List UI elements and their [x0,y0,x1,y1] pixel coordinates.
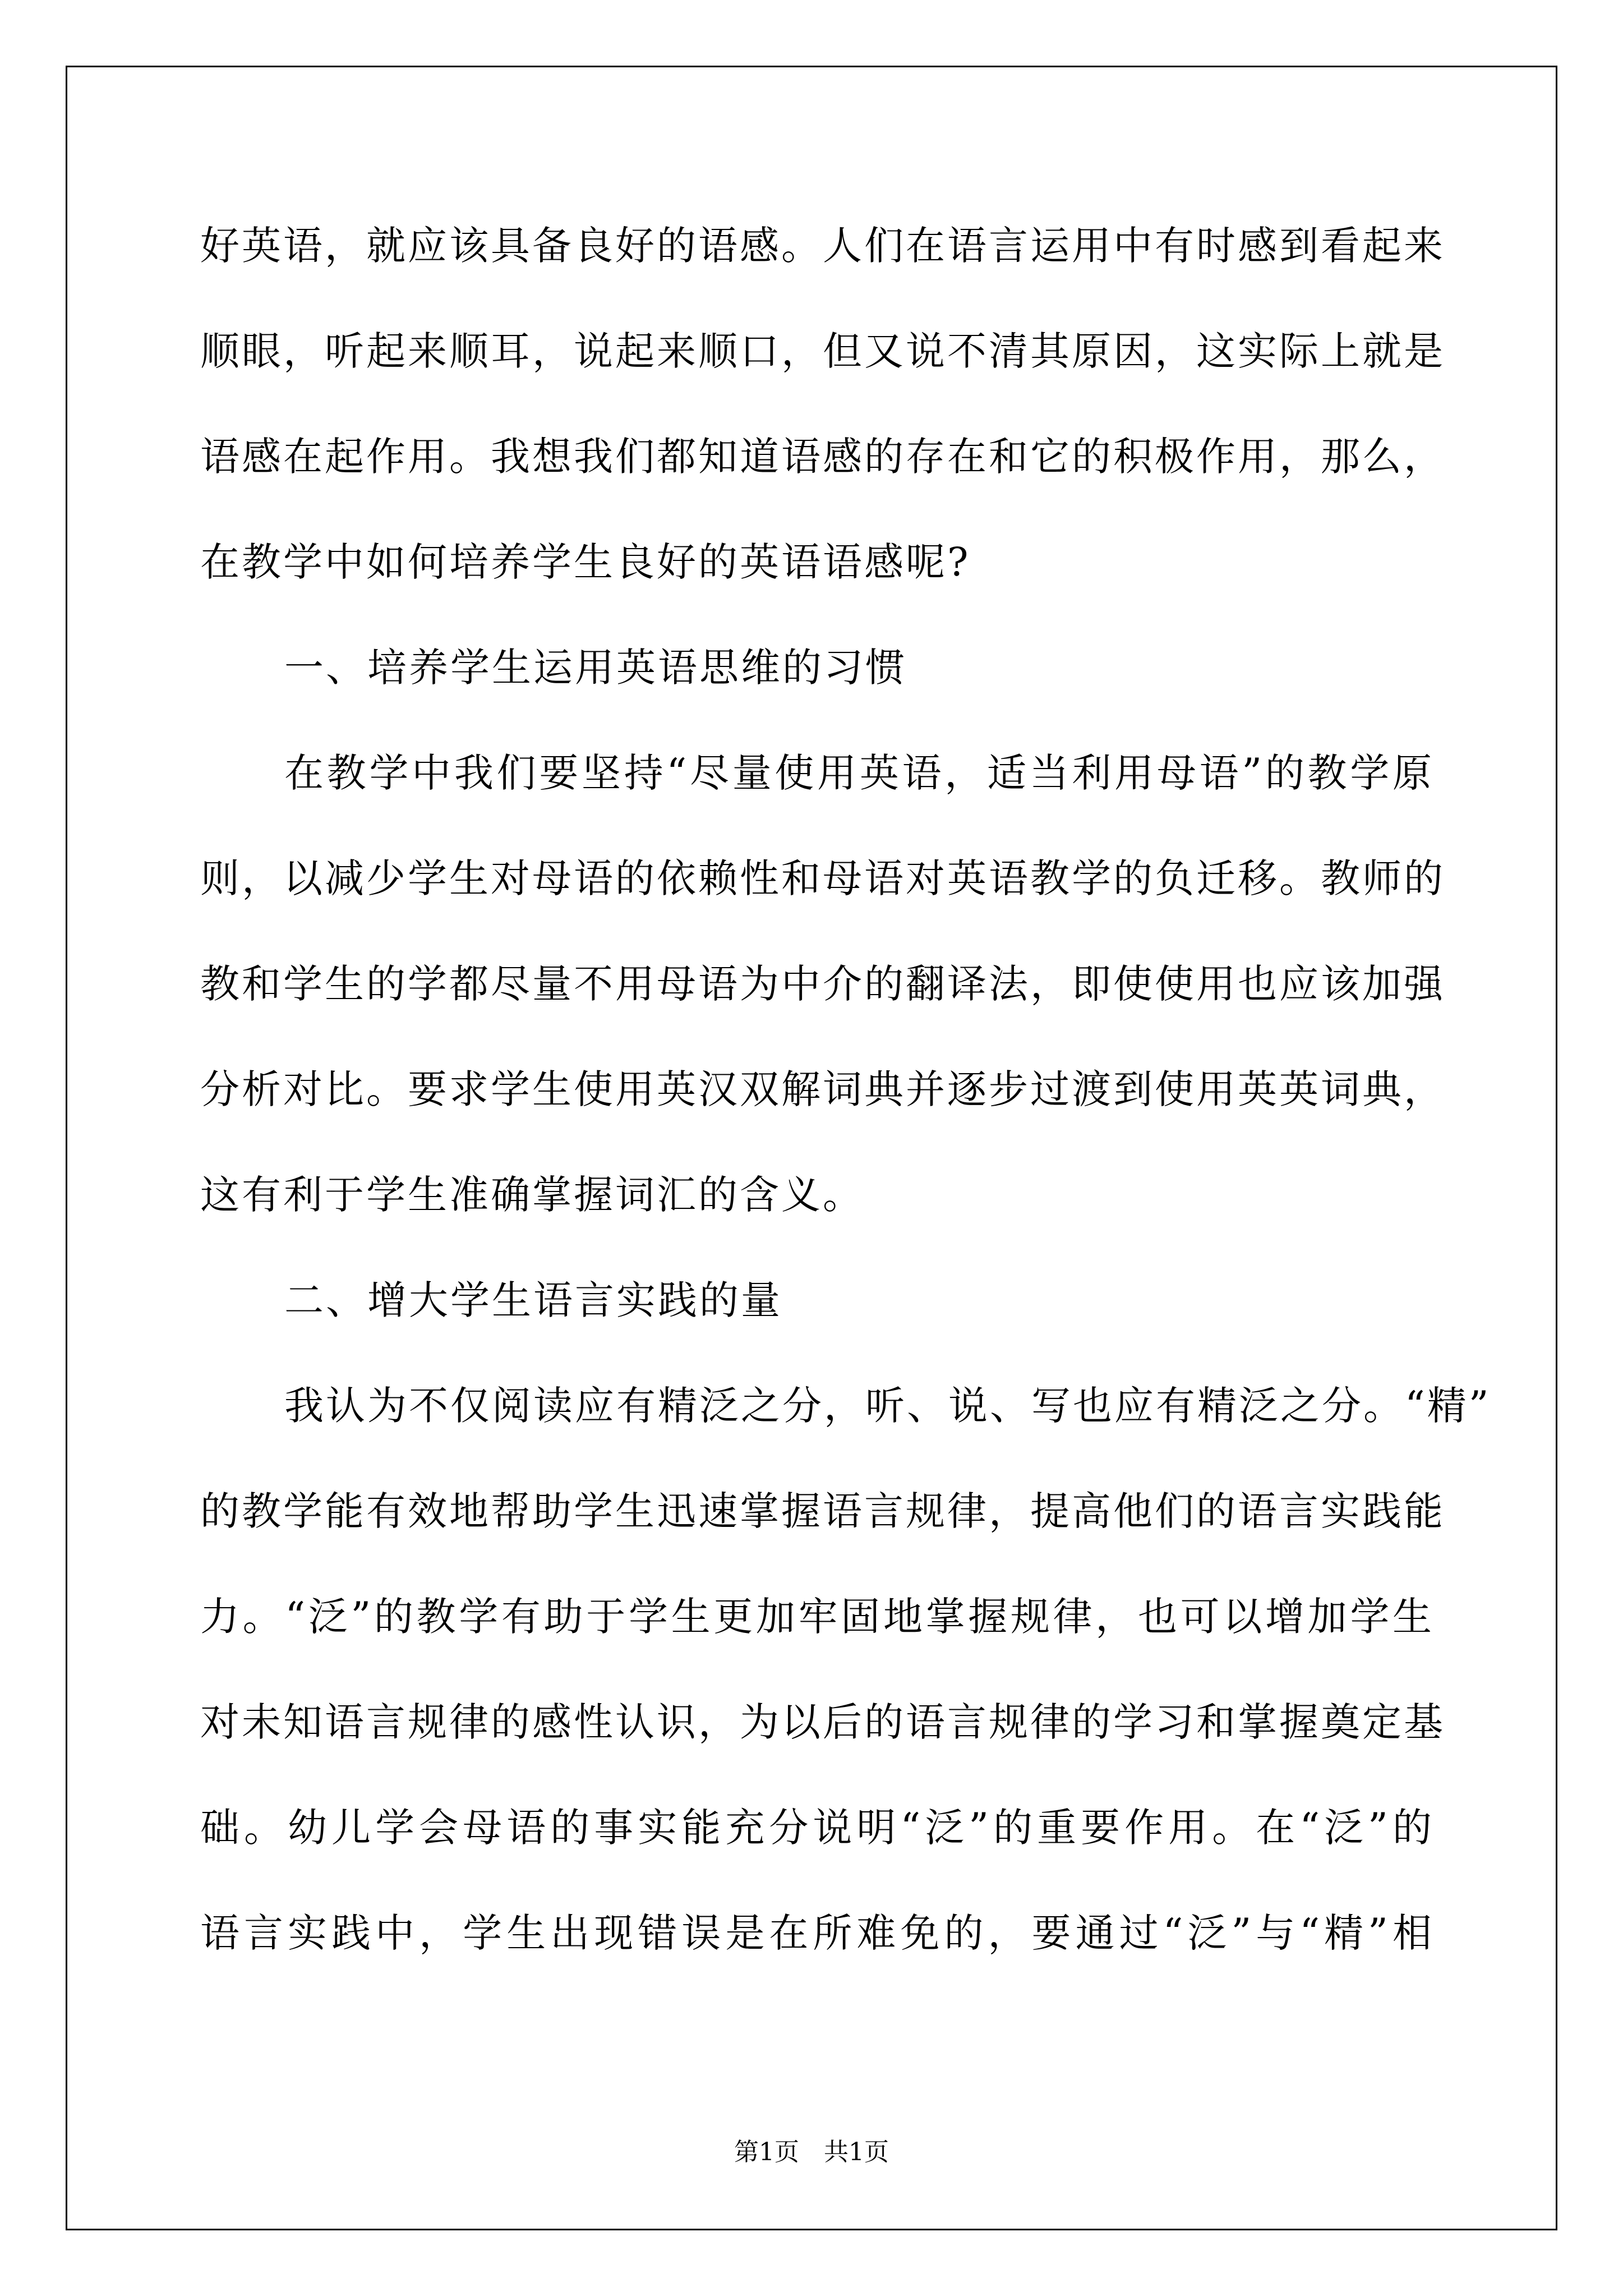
paragraph-line: 对未知语言规律的感性认识，为以后的语言规律的学习和掌握奠定基 [200,1699,1445,1745]
paragraph-line: 分析对比。要求学生使用英汉双解词典并逐步过渡到使用英英词典， [200,1066,1445,1112]
paragraph-line: 这有利于学生准确掌握词汇的含义。 [200,1172,864,1218]
paragraph-line: 在教学中如何培养学生良好的英语语感呢? [200,539,971,585]
paragraph-line: 我认为不仅阅读应有精泛之分，听、说、写也应有精泛之分。“精” [284,1383,1491,1429]
paragraph-line: 顺眼，听起来顺耳，说起来顺口，但又说不清其原因，这实际上就是 [200,328,1445,374]
section-heading-2: 二、增大学生语言实践的量 [284,1277,782,1323]
page-number-footer: 第1页 共1页 [734,2138,889,2166]
paragraph-line: 力。“泛”的教学有助于学生更加牢固地掌握规律，也可以增加学生 [200,1594,1434,1640]
paragraph-line: 语言实践中，学生出现错误是在所难免的，要通过“泛”与“精”相 [200,1910,1434,1956]
paragraph-line: 则，以减少学生对母语的依赖性和母语对英语教学的负迁移。教师的 [200,855,1445,901]
paragraph-line: 在教学中我们要坚持“尽量使用英语，适当利用母语”的教学原 [284,750,1434,796]
paragraph-line: 语感在起作用。我想我们都知道语感的存在和它的积极作用，那么， [200,434,1445,480]
document-body [200,218,1491,2010]
paragraph-line: 好英语，就应该具备良好的语感。人们在语言运用中有时感到看起来 [200,223,1445,269]
paragraph-line: 教和学生的学都尽量不用母语为中介的翻译法，即使使用也应该加强 [200,961,1445,1007]
section-heading-1: 一、培养学生运用英语思维的习惯 [284,645,907,691]
paragraph-line: 础。幼儿学会母语的事实能充分说明“泛”的重要作用。在“泛”的 [200,1805,1434,1851]
paragraph-line: 的教学能有效地帮助学生迅速掌握语言规律，提高他们的语言实践能 [200,1488,1445,1534]
